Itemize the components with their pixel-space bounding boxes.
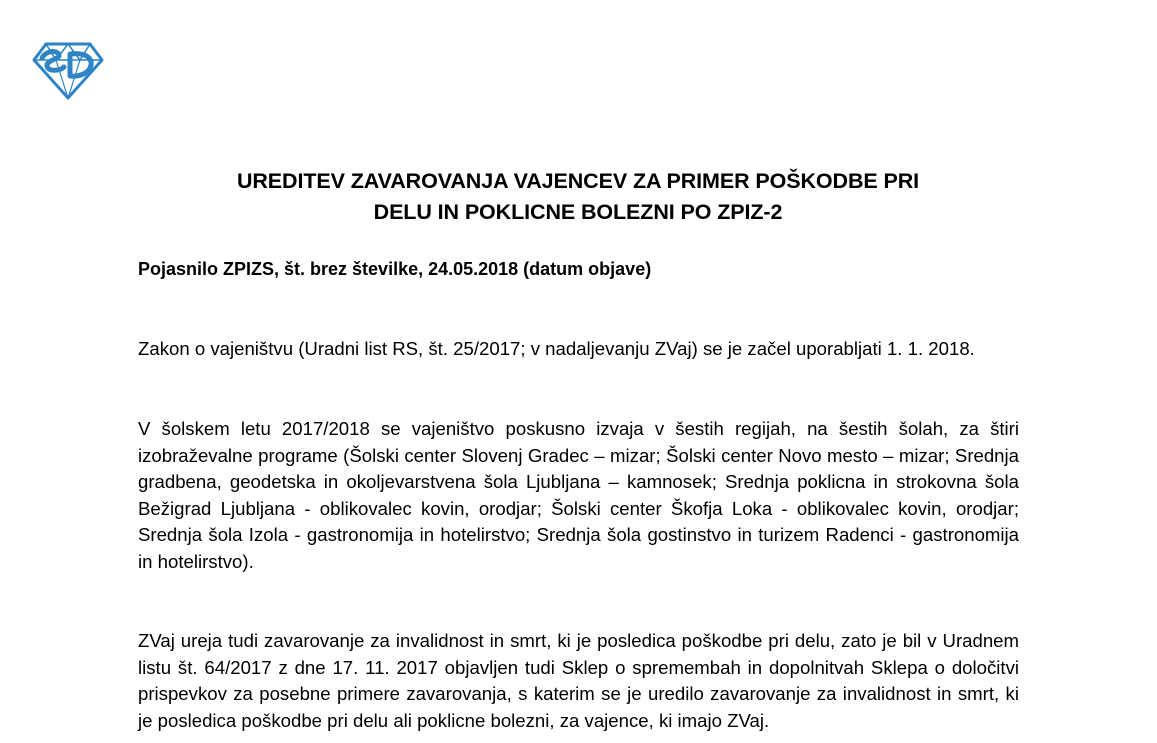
title-line-2: DELU IN POKLICNE BOLEZNI PO ZPIZ-2: [373, 200, 783, 224]
document-subtitle: Pojasnilo ZPIZS, št. brez številke, 24.05.2018 (datum objave): [138, 259, 652, 279]
paragraph-1: Zakon o vajeništvu (Uradni list RS, št. 25/2017; v nadaljevanju ZVaj) se je začel uporabljati 1. 1. 2018.: [138, 338, 975, 359]
title-line-1: UREDITEV ZAVAROVANJA VAJENCEV ZA PRIMER POŠKODBE PRI: [236, 169, 920, 193]
paragraph-3: ZVaj ureja tudi zavarovanje za invalidnost in smrt, ki je posledica poškodbe pri delu, zato je bil v Uradnem listu št. 64/2017 z dne 17. 11. 2017 objavljen tudi Sklep o spremembah in dopolnitvah Sklepa o določitvi prispevkov za posebne primere zavarovanja, s katerim se je uredilo zavarovanje za invalidnost in smrt, ki je posledica poškodbe pri delu ali poklicne bolezni, za vajence, ki imajo ZVaj.: [138, 630, 1019, 731]
paragraph-2: V šolskem letu 2017/2018 se vajeništvo poskusno izvaja v šestih regijah, na šestih šolah, za štiri izobraževalne programe (Šolski center Slovenj Gradec – mizar; Šolski center Novo mesto – mizar; Srednja gradbena, geodetska in okoljevarstvena šola Ljubljana – kamnosek; Srednja poklicna in strokovna šola Bežigrad Ljubljana - oblikovalec kovin, orodjar; Šolski center Škofja Loka - oblikovalec kovin, orodjar; Srednja šola Izola - gastronomija in hotelirstvo; Srednja šola gostinstvo in turizem Radenci - gastronomija in hotelirstvo).: [138, 418, 1019, 572]
document-title: [138, 166, 1018, 228]
sd-diamond-logo-icon: [32, 40, 104, 100]
